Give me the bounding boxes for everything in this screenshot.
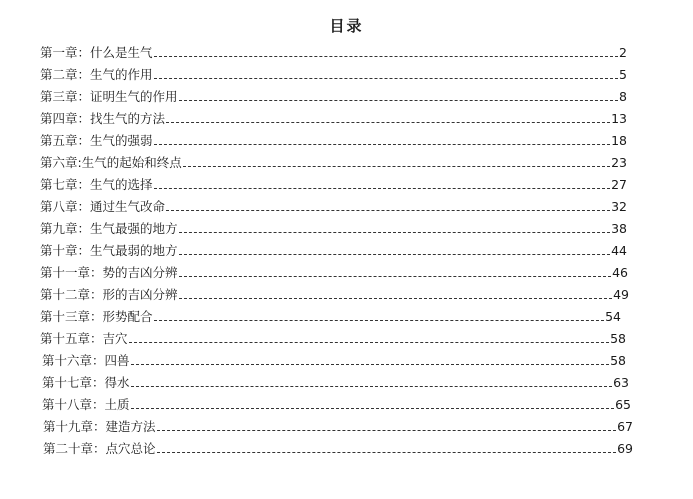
toc-page-number: 5 bbox=[619, 67, 627, 82]
toc-entry bbox=[40, 284, 629, 302]
toc-entry bbox=[40, 86, 627, 104]
dotted-leader bbox=[131, 408, 615, 409]
dotted-leader bbox=[166, 122, 610, 123]
toc-entry-title: 建造方法 bbox=[105, 419, 156, 434]
toc-entry bbox=[43, 438, 633, 456]
toc-entry bbox=[40, 306, 621, 324]
toc-entry-title: 吉穴 bbox=[102, 331, 128, 346]
toc-page-number: 49 bbox=[613, 287, 629, 302]
toc-entry-title: 势的吉凶分辨 bbox=[102, 265, 178, 280]
dotted-leader bbox=[157, 430, 617, 431]
toc-page-number: 23 bbox=[611, 155, 627, 170]
toc-page-number: 18 bbox=[611, 133, 627, 148]
toc-entry bbox=[40, 328, 626, 346]
toc-chapter-number: 第十八章： bbox=[42, 397, 105, 412]
dotted-leader bbox=[166, 210, 610, 211]
dotted-leader bbox=[154, 56, 619, 57]
toc-page-number: 58 bbox=[610, 353, 626, 368]
dotted-leader bbox=[154, 188, 611, 189]
toc-entry-title: 生气的强弱 bbox=[90, 133, 153, 148]
toc-chapter-number: 第十二章： bbox=[40, 287, 103, 302]
toc-entry-title: 土质 bbox=[104, 397, 130, 412]
page-title: 目录 bbox=[329, 17, 364, 35]
toc-chapter-number: 第八章： bbox=[40, 199, 91, 214]
toc-chapter-number: 第十五章： bbox=[40, 331, 103, 346]
toc-page-number: 54 bbox=[605, 309, 621, 324]
toc-entry-title: 通过生气改命 bbox=[90, 199, 166, 214]
toc-page-number: 27 bbox=[611, 177, 627, 192]
toc-entry bbox=[40, 196, 627, 214]
toc-entry-title: 四兽 bbox=[104, 353, 130, 368]
toc-entry bbox=[42, 372, 629, 390]
dotted-leader bbox=[154, 78, 619, 79]
toc-page-number: 58 bbox=[610, 331, 626, 346]
toc-chapter-number: 第一章： bbox=[40, 45, 91, 60]
toc-chapter-number: 第十九章： bbox=[43, 419, 106, 434]
toc-entry-title: 找生气的方法 bbox=[90, 111, 166, 126]
toc-entry bbox=[40, 174, 627, 192]
toc-page-number: 46 bbox=[612, 265, 628, 280]
toc-chapter-number: 第十七章： bbox=[42, 375, 105, 390]
toc-entry bbox=[40, 262, 628, 280]
dotted-leader bbox=[183, 166, 610, 167]
toc-entry bbox=[40, 130, 627, 148]
toc-entry-title: 得水 bbox=[104, 375, 130, 390]
toc-entry bbox=[40, 42, 627, 60]
toc-chapter-number: 第十六章： bbox=[42, 353, 105, 368]
toc-page-number: 8 bbox=[619, 89, 627, 104]
toc-page-number: 65 bbox=[615, 397, 631, 412]
toc-entry bbox=[40, 64, 627, 82]
toc-entry-title: 生气的选择 bbox=[90, 177, 153, 192]
toc-chapter-number: 第十一章： bbox=[40, 265, 103, 280]
toc-chapter-number: 第十章： bbox=[40, 243, 91, 258]
toc-entry-title: 生气最弱的地方 bbox=[90, 243, 178, 258]
toc-entry-title: 证明生气的作用 bbox=[90, 89, 178, 104]
toc-entry bbox=[42, 350, 626, 368]
toc-page-number: 67 bbox=[617, 419, 633, 434]
toc-page-number: 63 bbox=[613, 375, 629, 390]
dotted-leader bbox=[179, 298, 613, 299]
toc-entry bbox=[40, 108, 627, 126]
toc-entry bbox=[40, 240, 627, 258]
dotted-leader bbox=[154, 144, 611, 145]
toc-entry-title: 什么是生气 bbox=[90, 45, 153, 60]
toc-chapter-number: 第十三章： bbox=[40, 309, 103, 324]
toc-page-number: 2 bbox=[619, 45, 627, 60]
toc-page-number: 13 bbox=[611, 111, 627, 126]
toc-page-number: 44 bbox=[611, 243, 627, 258]
toc-entry-title: 生气的作用 bbox=[90, 67, 153, 82]
toc-page-number: 32 bbox=[611, 199, 627, 214]
toc-chapter-number: 第三章： bbox=[40, 89, 91, 104]
toc-page-number: 69 bbox=[617, 441, 633, 456]
toc-chapter-number: 第五章： bbox=[40, 133, 91, 148]
dotted-leader bbox=[131, 364, 610, 365]
toc-page-number: 38 bbox=[611, 221, 627, 236]
dotted-leader bbox=[179, 276, 612, 277]
toc-entry-title: 形的吉凶分辨 bbox=[102, 287, 178, 302]
toc-entry-title: 形势配合 bbox=[102, 309, 153, 324]
toc-chapter-number: 第九章： bbox=[40, 221, 91, 236]
toc-chapter-number: 第六章: bbox=[40, 155, 82, 170]
dotted-leader bbox=[157, 452, 617, 453]
toc-entry bbox=[42, 394, 631, 412]
toc-entry bbox=[43, 416, 633, 434]
toc-entry bbox=[40, 218, 627, 236]
dotted-leader bbox=[131, 386, 613, 387]
toc-chapter-number: 第四章： bbox=[40, 111, 91, 126]
toc-entry-title: 生气最强的地方 bbox=[90, 221, 178, 236]
dotted-leader bbox=[179, 100, 619, 101]
dotted-leader bbox=[179, 232, 611, 233]
toc-chapter-number: 第二章： bbox=[40, 67, 91, 82]
toc-entry-title: 点穴总论 bbox=[105, 441, 156, 456]
dotted-leader bbox=[129, 342, 610, 343]
dotted-leader bbox=[154, 320, 605, 321]
toc-entry-title: 生气的起始和终点 bbox=[81, 155, 182, 170]
toc-chapter-number: 第二十章： bbox=[43, 441, 106, 456]
dotted-leader bbox=[179, 254, 611, 255]
toc-entry bbox=[40, 152, 627, 170]
toc-chapter-number: 第七章： bbox=[40, 177, 91, 192]
